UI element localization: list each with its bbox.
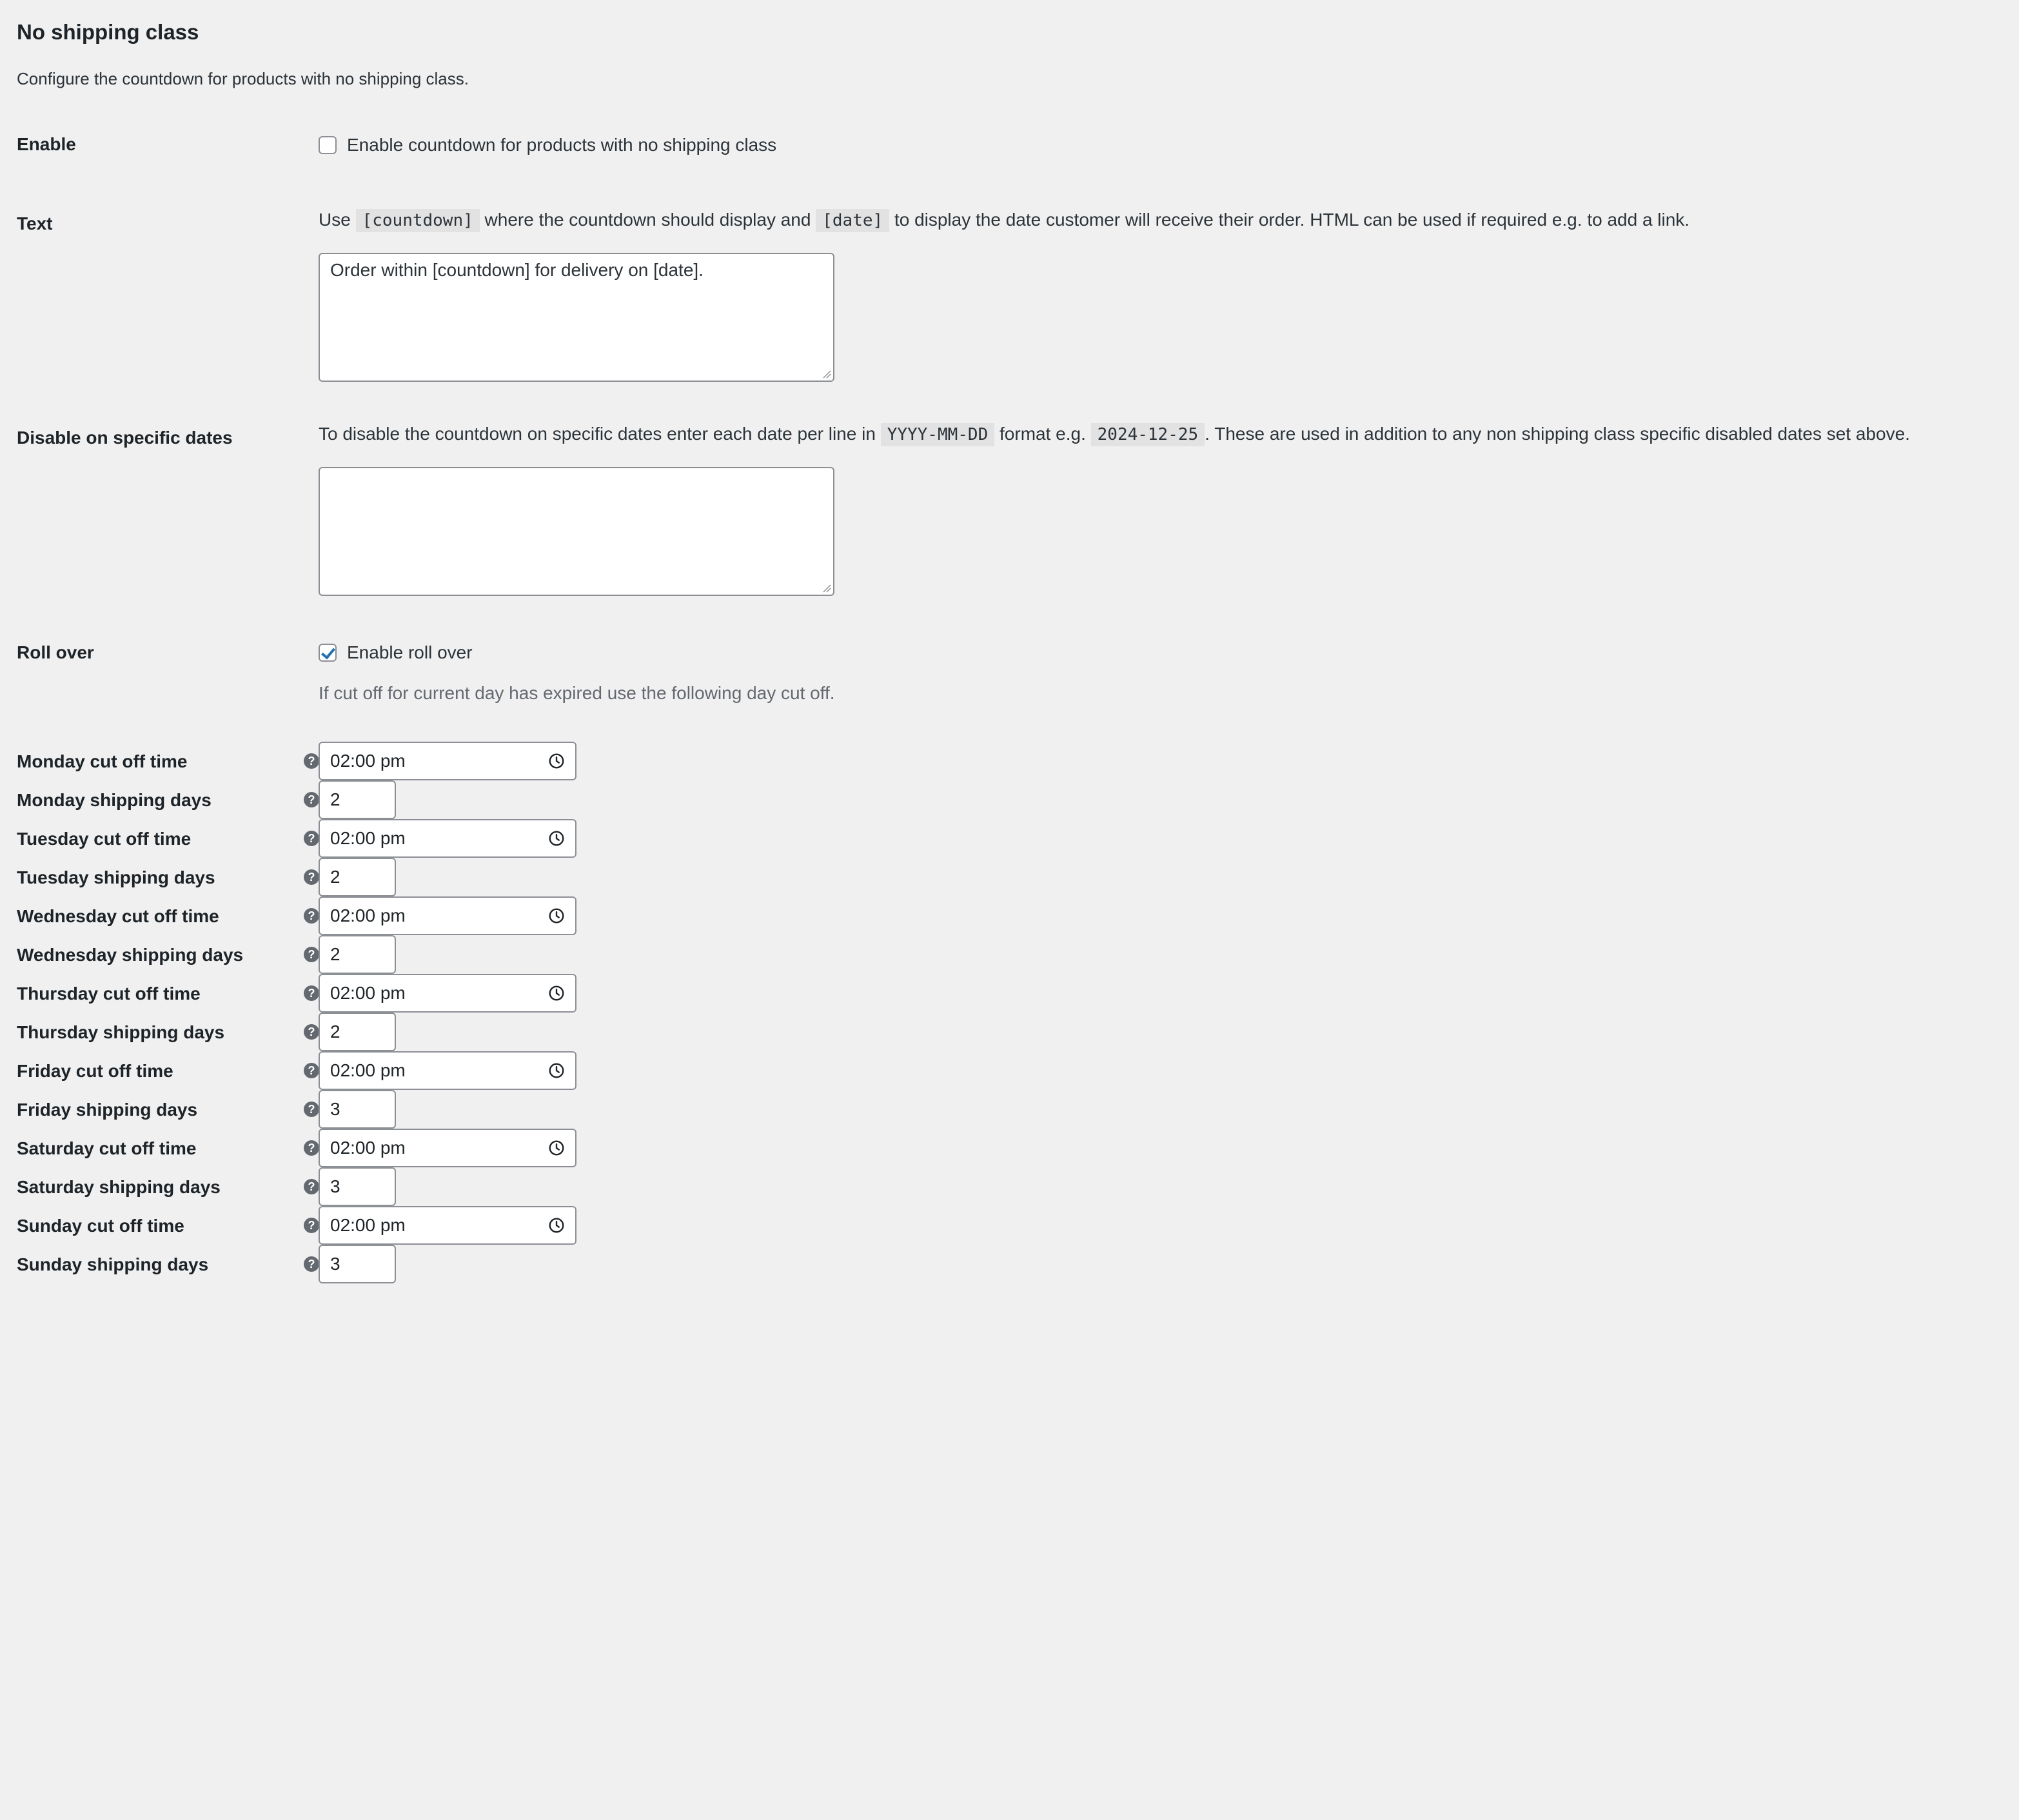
monday-cutoff-label: Monday cut off time — [17, 751, 188, 771]
friday-shipping-days-input[interactable] — [319, 1090, 396, 1129]
help-icon[interactable]: ? — [304, 1179, 319, 1194]
text-help-prefix: Use — [319, 210, 351, 230]
help-icon[interactable]: ? — [304, 947, 319, 962]
clock-icon[interactable] — [548, 1217, 565, 1234]
help-icon[interactable]: ? — [304, 908, 319, 924]
help-icon[interactable]: ? — [304, 1140, 319, 1156]
sunday-cutoff-time-value: 02:00 pm — [330, 1215, 406, 1235]
code-date-example: 2024-12-25 — [1091, 423, 1205, 446]
friday-cutoff-label: Friday cut off time — [17, 1061, 173, 1081]
monday-shipping-days-input[interactable] — [319, 780, 396, 819]
help-icon[interactable]: ? — [304, 1024, 319, 1040]
disable-dates-help-prefix: To disable the countdown on specific dates enter each date per line in — [319, 424, 876, 444]
help-icon[interactable]: ? — [304, 753, 319, 769]
wednesday-shipping-days-label: Wednesday shipping days — [17, 945, 244, 965]
text-help-middle: where the countdown should display and — [484, 210, 811, 230]
friday-shipping-days-label: Friday shipping days — [17, 1100, 198, 1120]
enable-checkbox-label: Enable countdown for products with no shipping class — [347, 135, 777, 155]
help-icon[interactable]: ? — [304, 869, 319, 885]
saturday-shipping-days-label: Saturday shipping days — [17, 1177, 221, 1197]
sunday-shipping-days-value: 3 — [330, 1254, 340, 1274]
monday-cutoff-time-input[interactable] — [319, 742, 576, 780]
saturday-cutoff-time-value: 02:00 pm — [330, 1138, 406, 1158]
roll-over-label: Roll over — [17, 642, 94, 662]
code-countdown: [countdown] — [356, 209, 480, 232]
monday-shipping-days-value: 2 — [330, 789, 340, 809]
help-icon[interactable]: ? — [304, 831, 319, 846]
roll-over-description: If cut off for current day has expired use the following day cut off. — [319, 683, 835, 703]
text-label: Text — [17, 213, 53, 233]
clock-icon[interactable] — [548, 907, 565, 924]
disable-dates-label: Disable on specific dates — [17, 428, 233, 448]
sunday-shipping-days-label: Sunday shipping days — [17, 1254, 209, 1274]
clock-icon[interactable] — [548, 753, 565, 769]
thursday-cutoff-time-input[interactable] — [319, 974, 576, 1013]
thursday-cutoff-time-value: 02:00 pm — [330, 983, 406, 1003]
friday-shipping-days-value: 3 — [330, 1099, 340, 1119]
monday-shipping-days-label: Monday shipping days — [17, 790, 212, 810]
text-help — [319, 208, 1689, 233]
saturday-shipping-days-input[interactable] — [319, 1167, 396, 1206]
section-description: Configure the countdown for products with no shipping class. — [17, 69, 469, 88]
clock-icon[interactable] — [548, 830, 565, 847]
enable-field — [319, 133, 776, 157]
wednesday-cutoff-time-value: 02:00 pm — [330, 905, 406, 925]
sunday-shipping-days-input[interactable] — [319, 1245, 396, 1283]
text-help-suffix: to display the date customer will receive their order. HTML can be used if required e.g. to add a link. — [894, 210, 1690, 230]
saturday-cutoff-label: Saturday cut off time — [17, 1138, 197, 1158]
roll-over-checkbox-label: Enable roll over — [347, 642, 473, 662]
help-icon[interactable]: ? — [304, 1102, 319, 1117]
clock-icon[interactable] — [548, 1140, 565, 1156]
roll-over-checkbox-row[interactable] — [319, 640, 473, 665]
section-title: No shipping class — [17, 20, 199, 44]
disable-dates-help-middle: format e.g. — [1000, 424, 1086, 444]
thursday-cutoff-label: Thursday cut off time — [17, 984, 201, 1004]
sunday-cutoff-label: Sunday cut off time — [17, 1216, 184, 1236]
disable-dates-help-text — [319, 424, 1910, 444]
clock-icon[interactable] — [548, 1062, 565, 1079]
enable-label: Enable — [17, 134, 76, 154]
wednesday-cutoff-label: Wednesday cut off time — [17, 906, 219, 926]
clock-icon[interactable] — [548, 985, 565, 1002]
help-icon[interactable]: ? — [304, 1218, 319, 1233]
tuesday-shipping-days-label: Tuesday shipping days — [17, 867, 215, 887]
friday-cutoff-time-value: 02:00 pm — [330, 1060, 406, 1080]
sunday-cutoff-time-input[interactable] — [319, 1206, 576, 1245]
code-date-format: YYYY-MM-DD — [881, 423, 995, 446]
help-icon[interactable]: ? — [304, 1256, 319, 1272]
help-icon[interactable]: ? — [304, 1063, 319, 1078]
help-icon[interactable]: ? — [304, 985, 319, 1001]
friday-cutoff-time-input[interactable] — [319, 1051, 576, 1090]
roll-over-checkbox[interactable] — [319, 644, 337, 662]
roll-over-field — [319, 640, 473, 665]
wednesday-cutoff-time-input[interactable] — [319, 896, 576, 935]
resize-handle-icon[interactable] — [822, 584, 831, 593]
text-help-text — [319, 210, 1689, 230]
thursday-shipping-days-input[interactable] — [319, 1013, 396, 1051]
thursday-shipping-days-label: Thursday shipping days — [17, 1022, 225, 1042]
disable-dates-textarea[interactable] — [319, 467, 834, 596]
thursday-shipping-days-value: 2 — [330, 1022, 340, 1042]
wednesday-shipping-days-value: 2 — [330, 944, 340, 964]
code-date: [date] — [816, 209, 889, 232]
tuesday-cutoff-label: Tuesday cut off time — [17, 829, 192, 849]
enable-checkbox[interactable] — [319, 136, 337, 154]
tuesday-cutoff-time-value: 02:00 pm — [330, 828, 406, 848]
help-icon[interactable]: ? — [304, 792, 319, 807]
saturday-cutoff-time-input[interactable] — [319, 1129, 576, 1167]
disable-dates-help — [319, 422, 1910, 447]
text-textarea[interactable] — [319, 253, 834, 382]
enable-checkbox-row[interactable] — [319, 133, 776, 157]
saturday-shipping-days-value: 3 — [330, 1176, 340, 1196]
tuesday-shipping-days-input[interactable] — [319, 858, 396, 896]
text-textarea-value: Order within [countdown] for delivery on [date]. — [330, 260, 704, 280]
tuesday-cutoff-time-input[interactable] — [319, 819, 576, 858]
wednesday-shipping-days-input[interactable] — [319, 935, 396, 974]
resize-handle-icon[interactable] — [822, 370, 831, 379]
tuesday-shipping-days-value: 2 — [330, 867, 340, 887]
disable-dates-help-suffix: . These are used in addition to any non shipping class specific disabled dates set above. — [1205, 424, 1910, 444]
monday-cutoff-time-value: 02:00 pm — [330, 751, 406, 771]
